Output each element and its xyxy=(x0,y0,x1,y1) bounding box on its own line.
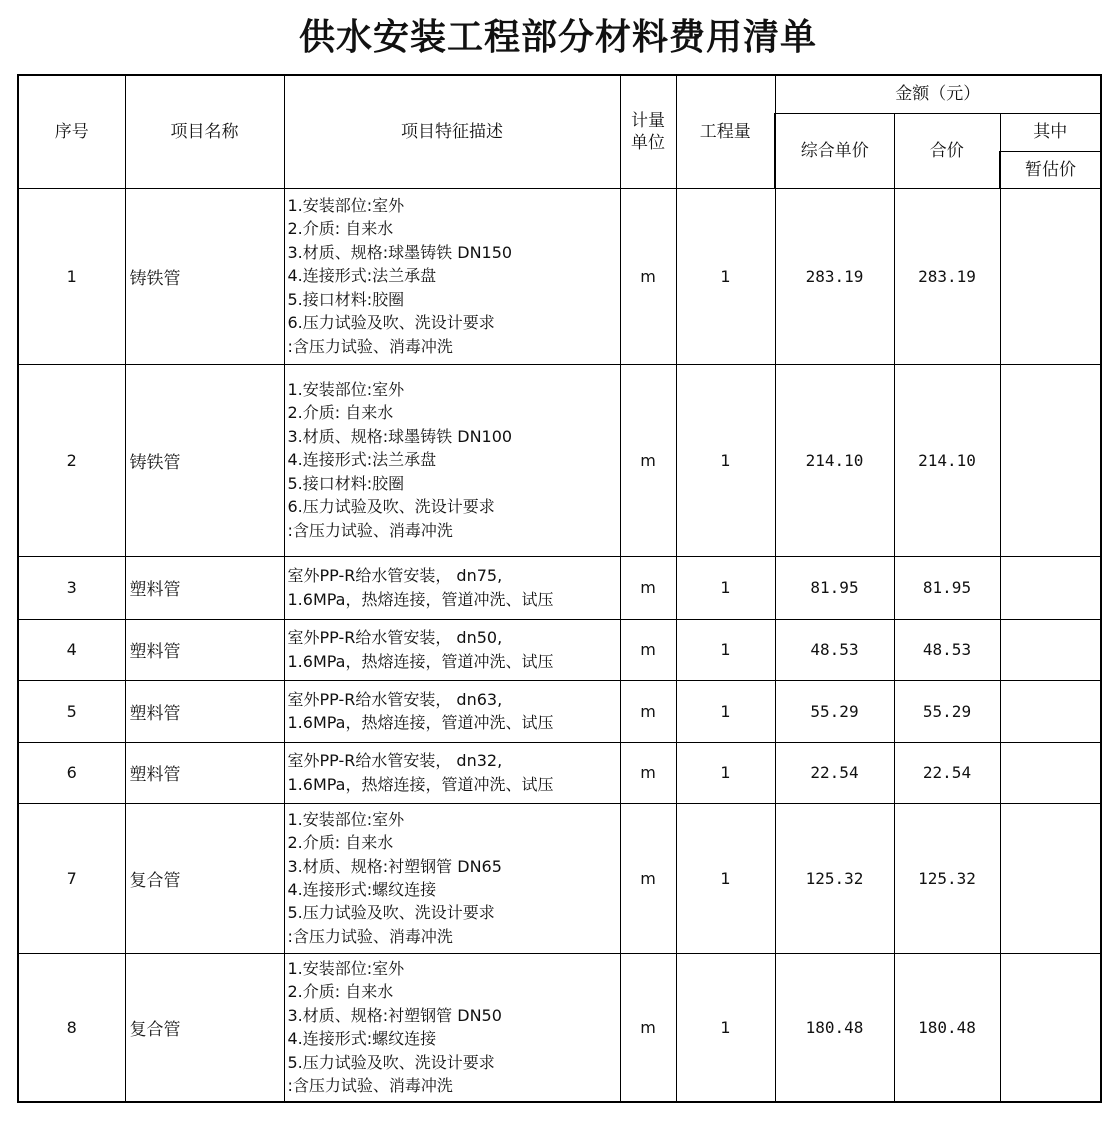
cell-name: 复合管 xyxy=(125,953,284,1102)
cell-provisional xyxy=(1000,556,1101,619)
cell-total: 22.54 xyxy=(894,742,1000,803)
cell-total: 180.48 xyxy=(894,953,1000,1102)
table-row xyxy=(18,953,1101,1102)
header-qty: 工程量 xyxy=(676,75,775,188)
table-row xyxy=(18,188,1101,364)
cell-qty: 1 xyxy=(676,619,775,680)
header-total: 合价 xyxy=(894,113,1000,188)
cell-provisional xyxy=(1000,742,1101,803)
header-of-which: 其中 xyxy=(1000,113,1101,151)
cell-qty: 1 xyxy=(676,680,775,742)
cell-provisional xyxy=(1000,188,1101,364)
cell-unit-price: 48.53 xyxy=(775,619,894,680)
cell-total: 125.32 xyxy=(894,803,1000,953)
cell-unit-price: 125.32 xyxy=(775,803,894,953)
cell-provisional xyxy=(1000,680,1101,742)
header-amount: 金额（元） xyxy=(775,75,1101,113)
cell-qty: 1 xyxy=(676,742,775,803)
cell-desc: 室外PP-R给水管安装， dn32, 1.6MPa，热熔连接，管道冲洗、试压 xyxy=(284,742,620,803)
table-row xyxy=(18,803,1101,953)
cell-name: 塑料管 xyxy=(125,680,284,742)
page-title: 供水安装工程部分材料费用清单 xyxy=(298,17,817,58)
cell-unit: m xyxy=(620,803,676,953)
table-row xyxy=(18,742,1101,803)
table-row xyxy=(18,364,1101,556)
cell-unit-price: 180.48 xyxy=(775,953,894,1102)
cell-seq: 8 xyxy=(18,953,125,1102)
cell-unit-price: 55.29 xyxy=(775,680,894,742)
cell-seq: 5 xyxy=(18,680,125,742)
cell-name: 塑料管 xyxy=(125,556,284,619)
table-row xyxy=(18,680,1101,742)
header-unit: 计量单位 xyxy=(620,75,676,188)
cell-provisional xyxy=(1000,803,1101,953)
cell-qty: 1 xyxy=(676,953,775,1102)
cell-unit: m xyxy=(620,556,676,619)
material-cost-table xyxy=(17,74,1102,1103)
header-unit-price: 综合单价 xyxy=(775,113,894,188)
cell-seq: 7 xyxy=(18,803,125,953)
cell-desc: 1.安装部位:室外 2.介质: 自来水 3.材质、规格:球墨铸铁 DN100 4.连接形式:法兰承盘 5.接口材料:胶圈 6.压力试验及吹、洗设计要求 :含压力试验、消毒冲洗 xyxy=(284,364,620,556)
cell-total: 214.10 xyxy=(894,364,1000,556)
cell-unit-price: 214.10 xyxy=(775,364,894,556)
cell-seq: 3 xyxy=(18,556,125,619)
cell-unit: m xyxy=(620,953,676,1102)
cell-total: 283.19 xyxy=(894,188,1000,364)
header-provisional: 暂估价 xyxy=(1000,151,1101,188)
cell-provisional xyxy=(1000,364,1101,556)
cell-desc: 1.安装部位:室外 2.介质: 自来水 3.材质、规格:球墨铸铁 DN150 4.连接形式:法兰承盘 5.接口材料:胶圈 6.压力试验及吹、洗设计要求 :含压力试验、消毒冲洗 xyxy=(284,188,620,364)
cell-unit-price: 22.54 xyxy=(775,742,894,803)
cell-desc: 室外PP-R给水管安装， dn75, 1.6MPa，热熔连接，管道冲洗、试压 xyxy=(284,556,620,619)
cell-qty: 1 xyxy=(676,188,775,364)
cell-unit-price: 81.95 xyxy=(775,556,894,619)
cell-total: 81.95 xyxy=(894,556,1000,619)
table-row xyxy=(18,619,1101,680)
header-desc: 项目特征描述 xyxy=(284,75,620,188)
cell-seq: 2 xyxy=(18,364,125,556)
cell-desc: 室外PP-R给水管安装， dn63, 1.6MPa，热熔连接，管道冲洗、试压 xyxy=(284,680,620,742)
cell-desc: 1.安装部位:室外 2.介质: 自来水 3.材质、规格:衬塑钢管 DN65 4.连接形式:螺纹连接 5.压力试验及吹、洗设计要求 :含压力试验、消毒冲洗 xyxy=(284,803,620,953)
cell-unit: m xyxy=(620,619,676,680)
table-row xyxy=(18,556,1101,619)
cell-name: 复合管 xyxy=(125,803,284,953)
cell-unit: m xyxy=(620,742,676,803)
cell-unit: m xyxy=(620,188,676,364)
cell-unit: m xyxy=(620,680,676,742)
cell-seq: 4 xyxy=(18,619,125,680)
header-name: 项目名称 xyxy=(125,75,284,188)
cell-name: 铸铁管 xyxy=(125,364,284,556)
cell-unit-price: 283.19 xyxy=(775,188,894,364)
cell-total: 55.29 xyxy=(894,680,1000,742)
cell-seq: 1 xyxy=(18,188,125,364)
header-seq: 序号 xyxy=(18,75,125,188)
cell-desc: 1.安装部位:室外 2.介质: 自来水 3.材质、规格:衬塑钢管 DN50 4.连接形式:螺纹连接 5.压力试验及吹、洗设计要求 :含压力试验、消毒冲洗 xyxy=(284,953,620,1102)
cell-qty: 1 xyxy=(676,556,775,619)
cell-seq: 6 xyxy=(18,742,125,803)
cell-desc: 室外PP-R给水管安装， dn50, 1.6MPa，热熔连接，管道冲洗、试压 xyxy=(284,619,620,680)
cell-provisional xyxy=(1000,619,1101,680)
cell-name: 铸铁管 xyxy=(125,188,284,364)
table-header xyxy=(18,75,1101,188)
cell-total: 48.53 xyxy=(894,619,1000,680)
cell-unit: m xyxy=(620,364,676,556)
cell-provisional xyxy=(1000,953,1101,1102)
cell-name: 塑料管 xyxy=(125,742,284,803)
table-body xyxy=(18,188,1101,1102)
cell-qty: 1 xyxy=(676,364,775,556)
cell-name: 塑料管 xyxy=(125,619,284,680)
cell-qty: 1 xyxy=(676,803,775,953)
